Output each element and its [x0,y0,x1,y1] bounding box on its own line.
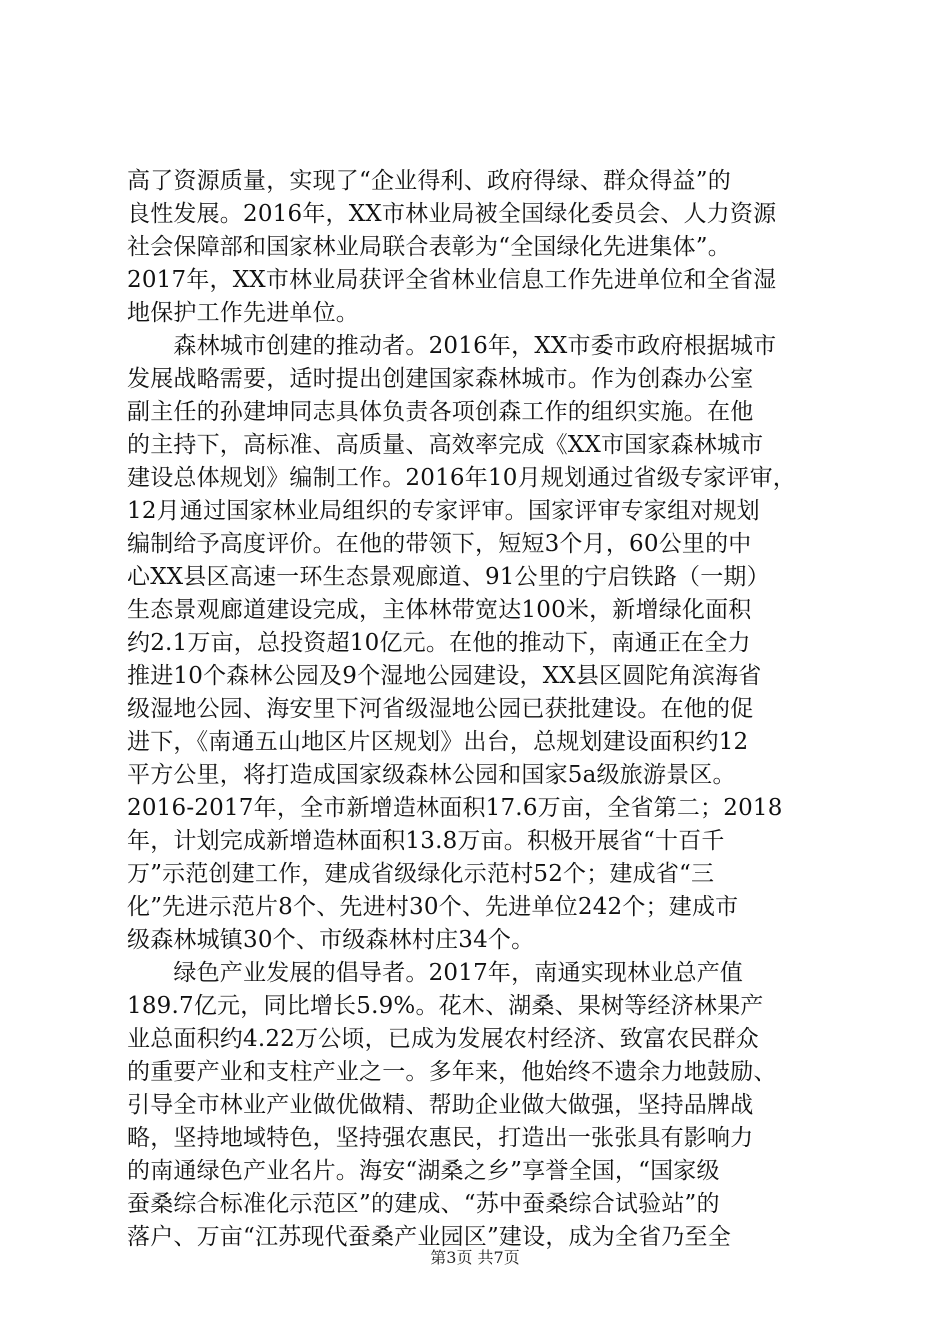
text-line: 化”先进示范片8个、先进村30个、先进单位242个；建成市 [127,894,739,920]
text-line: 森林城市创建的推动者。2016年，XX市委市政府根据城市 [127,333,777,359]
text-line: 引导全市林业产业做优做精、帮助企业做大做强，坚持品牌战 [127,1092,754,1118]
text-line: 级森林城镇30个、市级森林村庄34个。 [127,927,535,953]
text-line: 良性发展。2016年，XX市林业局被全国绿化委员会、人力资源 [127,201,777,227]
text-line: 编制给予高度评价。在他的带领下，短短3个月，60公里的中 [127,531,752,557]
text-line: 12月通过国家林业局组织的专家评审。国家评审专家组对规划 [127,498,760,524]
text-line: 的南通绿色产业名片。海安“湖桑之乡”享誉全国，“国家级 [127,1158,720,1184]
text-line: 的主持下，高标准、高质量、高效率完成《XX市国家森林城市 [127,432,764,458]
text-line: 的重要产业和支柱产业之一。多年来，他始终不遗余力地鼓励、 [127,1059,777,1085]
text-line: 绿色产业发展的倡导者。2017年，南通实现林业总产值 [127,960,744,986]
text-line: 地保护工作先进单位。 [127,300,359,326]
text-line: 心XX县区高速一环生态景观廊道、91公里的宁启铁路（一期） [127,564,770,590]
text-line: 推进10个森林公园及9个湿地公园建设，XX县区圆陀角滨海省 [127,663,762,689]
text-line: 平方公里，将打造成国家级森林公园和国家5a级旅游景区。 [127,762,736,788]
text-line: 2016-2017年，全市新增造林面积17.6万亩，全省第二；2018 [127,795,783,821]
text-line: 蚕桑综合标准化示范区”的建成、“苏中蚕桑综合试验站”的 [127,1191,720,1217]
text-line: 高了资源质量，实现了“企业得利、政府得绿、群众得益”的 [127,168,731,194]
page-number-footer: 第3页 共7页 [430,1248,520,1267]
text-line: 年，计划完成新增造林面积13.8万亩。积极开展省“十百千 [127,828,725,854]
text-line: 副主任的孙建坤同志具体负责各项创森工作的组织实施。在他 [127,399,754,425]
text-line: 业总面积约4.22万公顷，已成为发展农村经济、致富农民群众 [127,1026,760,1052]
text-line: 万”示范创建工作，建成省级绿化示范村52个；建成省“三 [127,861,715,887]
body-text [127,165,827,1254]
text-line: 生态景观廊道建设完成，主体林带宽达100米，新增绿化面积 [127,597,752,623]
text-line: 进下，《南通五山地区片区规划》出台，总规划建设面积约12 [127,729,749,755]
text-line: 社会保障部和国家林业局联合表彰为“全国绿化先进集体”。 [127,234,731,260]
text-line: 2017年，XX市林业局获评全省林业信息工作先进单位和全省湿 [127,267,777,293]
text-line: 级湿地公园、海安里下河省级湿地公园已获批建设。在他的促 [127,696,754,722]
text-line: 建设总体规划》编制工作。2016年10月规划通过省级专家评审， [127,465,796,491]
text-line: 略，坚持地域特色，坚持强农惠民，打造出一张张具有影响力 [127,1125,754,1151]
text-line: 约2.1万亩，总投资超10亿元。在他的推动下，南通正在全力 [127,630,751,656]
text-line: 发展战略需要，适时提出创建国家森林城市。作为创森办公室 [127,366,754,392]
text-line: 落户、万亩“江苏现代蚕桑产业园区”建设，成为全省乃至全 [127,1224,731,1250]
text-line: 189.7亿元，同比增长5.9%。花木、湖桑、果树等经济林果产 [127,993,764,1019]
